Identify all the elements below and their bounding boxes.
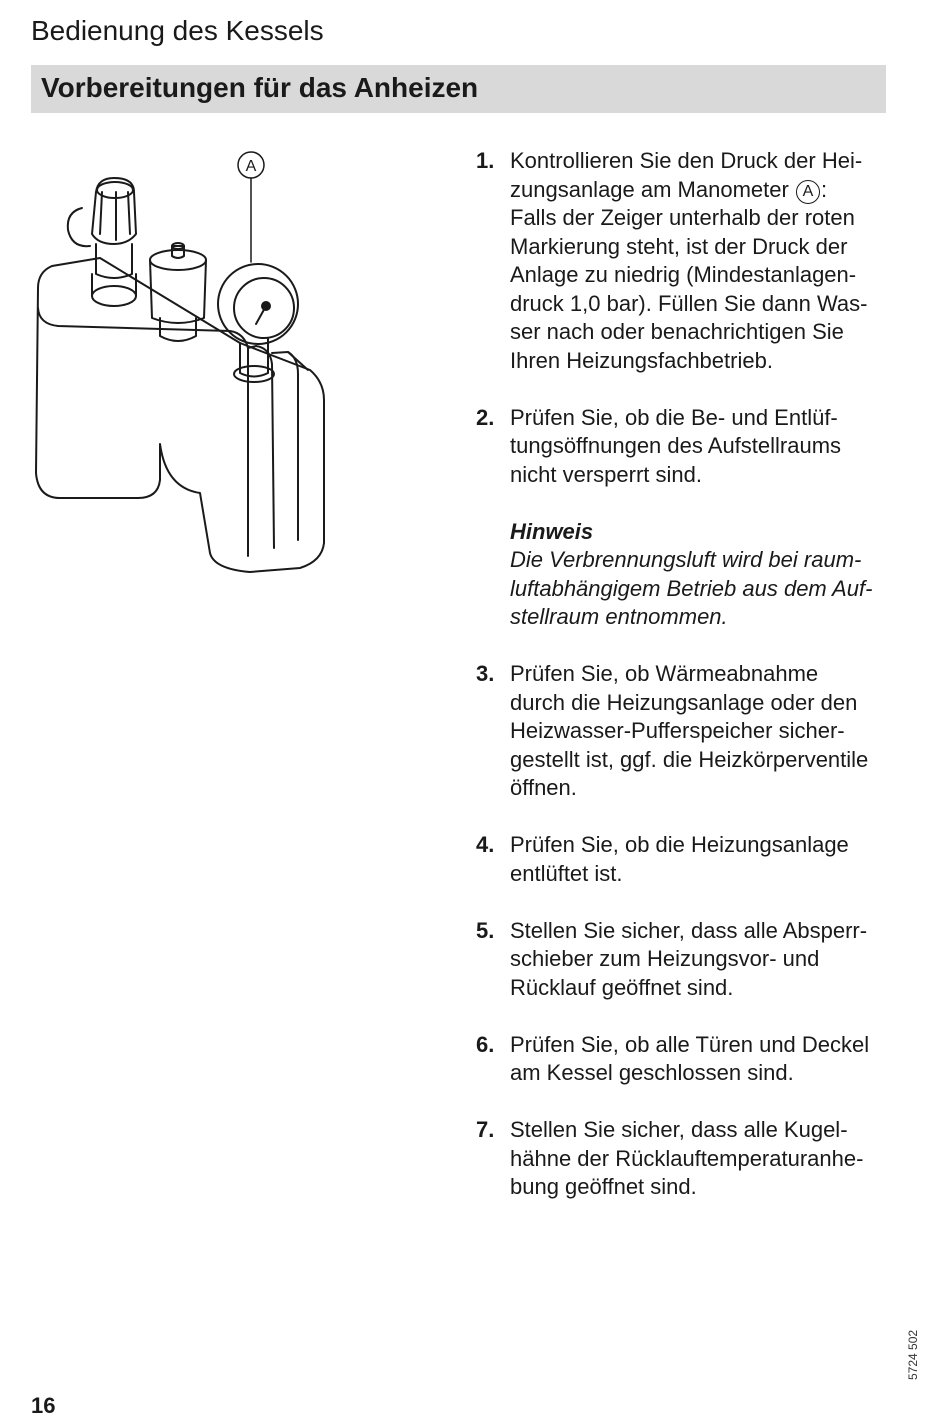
step-text (510, 660, 896, 803)
text-line: am Kessel geschlossen sind. (510, 1060, 794, 1085)
step-number: 7. (476, 1117, 495, 1142)
base-block-face-line (38, 308, 248, 556)
step-text (510, 1031, 896, 1088)
text-line: nicht versperrt sind. (510, 461, 702, 487)
safety-valve-rib (100, 192, 102, 234)
safety-valve-rib (128, 192, 130, 234)
text-line: stellraum entnommen. (510, 604, 728, 629)
safety-valve-nut (92, 286, 136, 306)
text-line: Falls der Zeiger unterhalb der roten (510, 205, 855, 230)
base-block-step-line-2 (272, 352, 298, 540)
step-4 (476, 831, 896, 888)
text-line: Anlage zu niedrig (Mindestanlagen- (510, 262, 857, 287)
text-line: tungsöffnungen des Aufstellraums (510, 433, 842, 458)
step-3 (476, 660, 896, 803)
text-line: Markierung steht, ist der Druck der (510, 233, 848, 259)
text-line: durch die Heizungsanlage oder den (510, 689, 858, 715)
text-line: Prüfen Sie, ob die Be- und Entlüf- (510, 404, 838, 430)
air-vent-top (150, 250, 206, 270)
text-line: öffnen. (510, 775, 577, 800)
text-line: Prüfen Sie, ob Wärmeabnahme (510, 661, 819, 686)
text-line: entlüftet ist. (510, 860, 623, 886)
text-line: Die Verbrennungsluft wird bei raum- (510, 547, 862, 572)
section-title: Vorbereitungen für das Anheizen (41, 72, 479, 103)
base-block-outline (36, 258, 324, 572)
text-line: Kontrollieren Sie den Druck der Hei- (510, 148, 863, 173)
running-header-title: Bedienung des Kessels (31, 15, 324, 46)
text-line: Prüfen Sie, ob alle Türen und Deckel (510, 1031, 870, 1057)
step-7 (476, 1116, 896, 1202)
step-5 (476, 917, 896, 1003)
page-number: 16 (31, 1393, 56, 1418)
manometer-outer-ring (218, 264, 298, 344)
safety-valve-stem (96, 244, 132, 278)
step-1 (476, 147, 896, 375)
text-line: hähne der Rücklauftemperaturanhe- (510, 1145, 864, 1171)
hint-note (510, 518, 896, 632)
text-line: gestellt ist, ggf. die Heizkörperventile (510, 746, 869, 772)
text-line: Stellen Sie sicher, dass alle Absperr- (510, 917, 868, 943)
step-text (510, 917, 896, 1003)
step-number: 3. (476, 661, 495, 686)
step-number: 4. (476, 832, 495, 857)
text-line: Ihren Heizungsfachbetrieb. (510, 347, 773, 373)
text-line: Rücklauf geöffnet sind. (510, 974, 734, 1000)
callout-reference: A (796, 180, 820, 204)
text-line: ser nach oder benachrichtigen Sie (510, 319, 844, 344)
step-text (510, 1116, 896, 1202)
text-line-with-callout (510, 176, 896, 205)
text-line: zungsanlage am Manometer (510, 176, 789, 202)
text-line: luftabhängigem Betrieb aus dem Auf- (510, 575, 873, 601)
document-code: 5724 502 (906, 1329, 920, 1380)
safety-valve-side-port (68, 208, 90, 246)
text-line: druck 1,0 bar). Füllen Sie dann Was- (510, 290, 868, 316)
boiler-safety-group-figure (30, 148, 330, 573)
note-text (510, 546, 896, 632)
callout-suffix: : (820, 176, 828, 202)
text-line: schieber zum Heizungsvor- und (510, 946, 820, 971)
text-line: bung geöffnet sind. (510, 1174, 697, 1199)
manometer-needle (256, 306, 266, 324)
procedure-steps (476, 147, 896, 1230)
step-number: 1. (476, 148, 495, 173)
step-text (510, 831, 896, 888)
note-title: Hinweis (510, 518, 594, 544)
text-line: Prüfen Sie, ob die Heizungsanlage (510, 832, 849, 857)
step-6 (476, 1031, 896, 1088)
step-number: 2. (476, 404, 495, 430)
step-2 (476, 404, 896, 490)
text-line: Stellen Sie sicher, dass alle Kugel- (510, 1117, 848, 1142)
section-heading-band (31, 65, 886, 113)
callout-label: A (245, 158, 257, 175)
step-number: 5. (476, 917, 495, 943)
step-text (510, 404, 896, 490)
boiler-safety-group-illustration (30, 148, 330, 573)
step-text (510, 147, 896, 375)
text-line: Heizwasser-Pufferspeicher sicher- (510, 718, 845, 743)
step-number: 6. (476, 1031, 495, 1057)
